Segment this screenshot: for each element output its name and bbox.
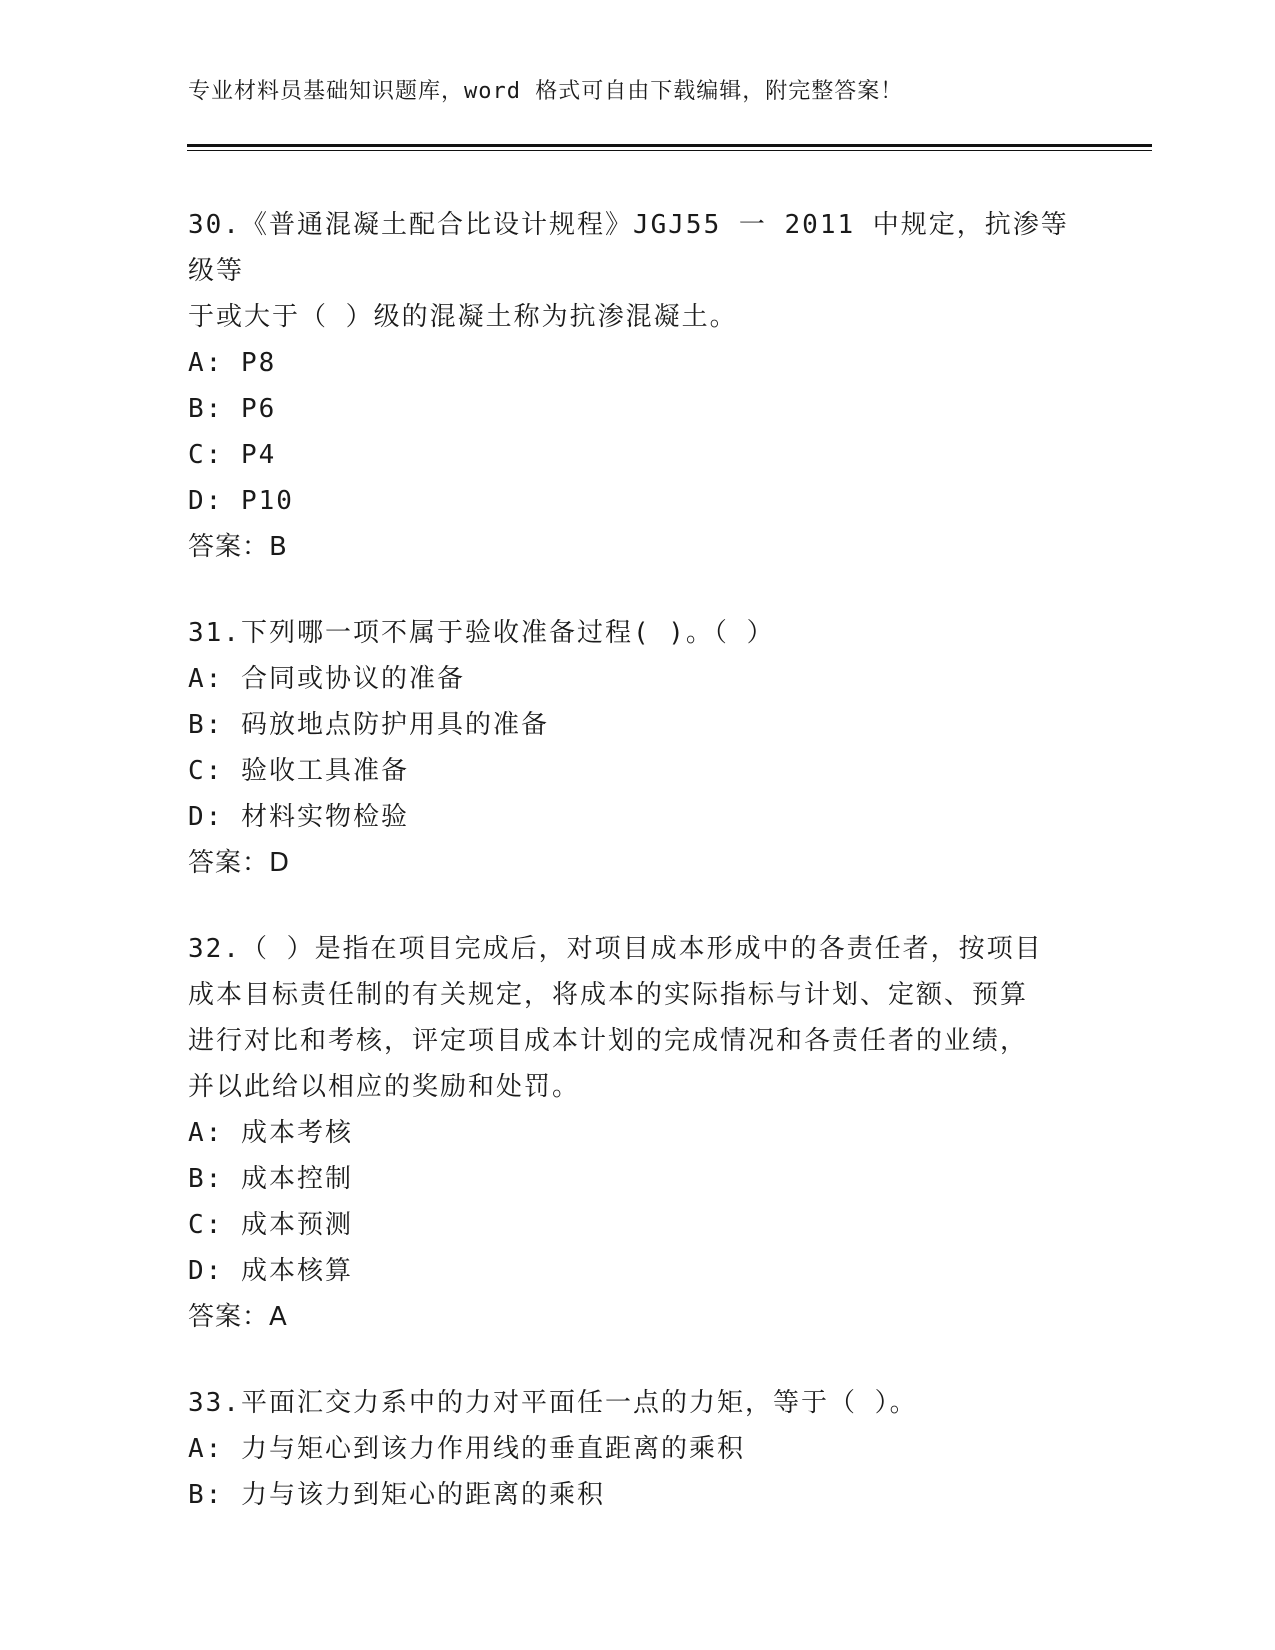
question-stem-line: 成本目标责任制的有关规定，将成本的实际指标与计划、定额、预算	[188, 980, 1029, 1010]
question-33	[188, 1380, 1088, 1518]
option-a: A: P8	[188, 348, 277, 378]
page-header-text: 专业材料员基础知识题库，word 格式可自由下载编辑，附完整答案！	[188, 79, 904, 104]
option-b: B: 成本控制	[188, 1164, 353, 1194]
header-divider-thick	[187, 144, 1152, 147]
question-30	[188, 202, 1088, 570]
option-b: B: 力与该力到矩心的距离的乘积	[188, 1480, 605, 1510]
option-a: A: 合同或协议的准备	[188, 664, 465, 694]
question-list	[188, 202, 1088, 1558]
question-stem-line: 于或大于（ ）级的混凝土称为抗渗混凝土。	[188, 302, 738, 332]
option-c: C: 验收工具准备	[188, 756, 409, 786]
option-a: A: 力与矩心到该力作用线的垂直距离的乘积	[188, 1434, 745, 1464]
question-32	[188, 926, 1088, 1340]
question-stem-line: 33.平面汇交力系中的力对平面任一点的力矩，等于（ ）。	[188, 1388, 918, 1418]
option-b: B: P6	[188, 394, 277, 424]
question-stem-line: 32.（ ）是指在项目完成后，对项目成本形成中的各责任者，按项目	[188, 934, 1043, 964]
question-stem-line: 31.下列哪一项不属于验收准备过程( )。（ ）	[188, 618, 775, 648]
question-stem-line: 30.《普通混凝土配合比设计规程》JGJ55 一 2011 中规定，抗渗等级等	[188, 210, 1069, 286]
question-stem-line: 并以此给以相应的奖励和处罚。	[188, 1072, 581, 1102]
option-d: D: 材料实物检验	[188, 802, 409, 832]
question-31	[188, 610, 1088, 886]
header-divider-thin	[187, 150, 1152, 151]
question-stem-line: 进行对比和考核，评定项目成本计划的完成情况和各责任者的业绩，	[188, 1026, 1029, 1056]
option-c: C: 成本预测	[188, 1210, 353, 1240]
option-b: B: 码放地点防护用具的准备	[188, 710, 549, 740]
option-d: D: 成本核算	[188, 1256, 353, 1286]
answer-text: 答案：D	[188, 848, 291, 878]
answer-text: 答案：B	[188, 532, 288, 562]
option-c: C: P4	[188, 440, 277, 470]
option-d: D: P10	[188, 486, 294, 516]
option-a: A: 成本考核	[188, 1118, 353, 1148]
answer-text: 答案：A	[188, 1302, 288, 1332]
